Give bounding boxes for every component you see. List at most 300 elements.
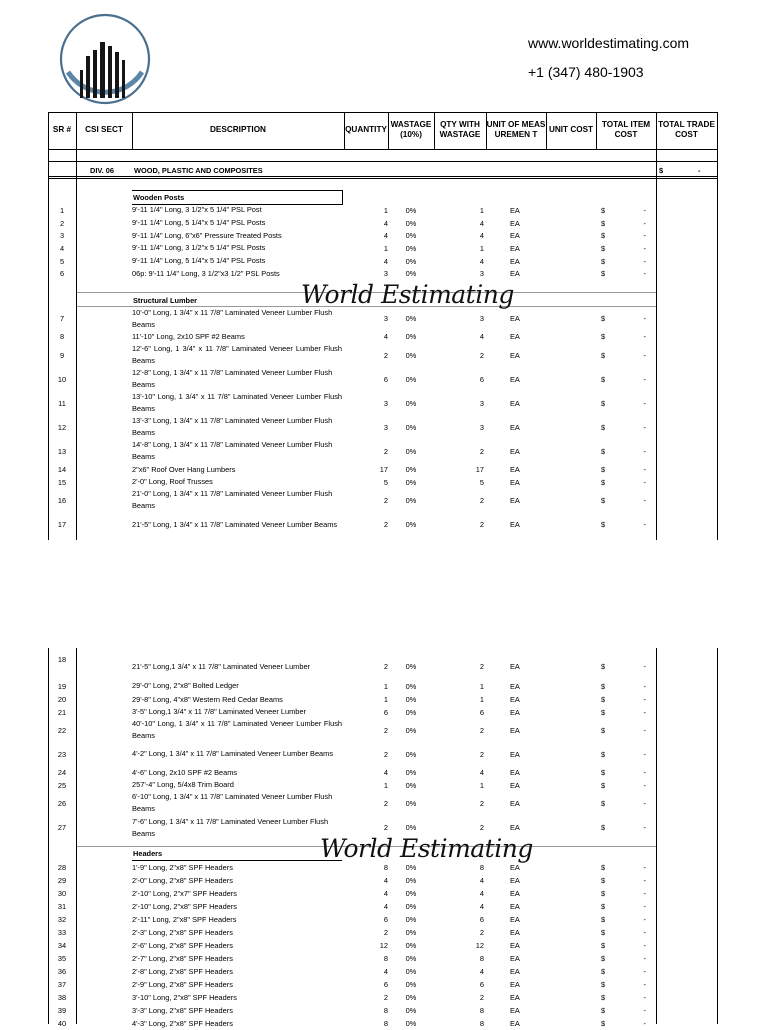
sr-cell: 1 (59, 205, 65, 215)
wastage-cell: 0% (405, 422, 417, 432)
grid-line (434, 112, 435, 149)
wastage-cell: 0% (405, 205, 417, 215)
quantity-cell: 4 (383, 876, 388, 885)
currency-cell: $ (601, 422, 606, 432)
unit-cell: EA (510, 941, 520, 950)
description-cell: 13'-3" Long, 1 3/4" x 11 7/8" Laminated Veneer Lumber Flush Beams (132, 416, 333, 437)
total-item-cost-cell: - (643, 928, 646, 937)
quantity-cell: 2 (383, 798, 388, 808)
quantity-cell: 6 (383, 707, 388, 717)
sr-cell: 32 (57, 915, 67, 924)
quantity-cell: 2 (383, 495, 388, 505)
description-cell: 14'-8" Long, 1 3/4" x 11 7/8" Laminated Veneer Lumber Flush Beams (132, 440, 333, 461)
table-row (48, 742, 717, 766)
total-item-cost-cell: - (643, 350, 646, 360)
table-row (48, 255, 717, 268)
quantity-cell: 6 (383, 980, 388, 989)
total-item-cost-cell: - (643, 446, 646, 456)
quantity-cell: 6 (383, 915, 388, 924)
wastage-cell: 0% (405, 695, 417, 704)
description-cell: 11'-10" Long, 2x10 SPF #2 Beams (132, 331, 245, 341)
wastage-cell: 0% (405, 928, 417, 937)
qty-with-wastage-cell: 1 (479, 205, 484, 215)
currency-cell: $ (601, 256, 606, 266)
table-row (48, 343, 717, 367)
qty-with-wastage-cell: 2 (479, 495, 484, 505)
wastage-cell: 0% (405, 243, 417, 253)
sr-cell: 24 (57, 768, 67, 777)
sr-cell: 7 (59, 314, 65, 323)
total-item-cost-cell: - (643, 422, 646, 432)
currency-cell: $ (601, 332, 606, 341)
currency-cell: $ (601, 314, 606, 323)
table-row (48, 900, 717, 913)
currency-cell: $ (601, 681, 606, 691)
total-item-cost-cell: - (643, 1006, 646, 1015)
description-cell: 9'-11 1/4" Long, 3 1/2"x 5 1/4" PSL Posts (132, 243, 266, 253)
qty-with-wastage-cell: 6 (479, 915, 484, 924)
sr-cell: 19 (57, 681, 67, 691)
table-row (48, 204, 717, 217)
quantity-cell: 1 (383, 695, 388, 704)
sr-cell: 33 (57, 928, 67, 937)
currency-cell: $ (601, 495, 606, 505)
description-cell: 1'-9" Long, 2"x8" SPF Headers (132, 862, 233, 872)
description-cell: 29'-8" Long, 4"x8" Western Red Cedar Beams (132, 694, 283, 704)
qty-with-wastage-cell: 8 (479, 1006, 484, 1015)
grid-line (717, 648, 718, 1024)
unit-cell: EA (510, 993, 520, 1002)
currency-cell: $ (601, 477, 606, 487)
wastage-cell: 0% (405, 768, 417, 777)
total-item-cost-cell: - (643, 780, 646, 790)
wastage-cell: 0% (405, 218, 417, 228)
wastage-cell: 0% (405, 993, 417, 1002)
grid-line (48, 149, 49, 540)
wastage-cell: 0% (405, 967, 417, 976)
currency-cell: $ (601, 707, 606, 717)
table-row (48, 330, 717, 343)
quantity-cell: 4 (383, 218, 388, 228)
col-header-qty-with-wastage: QTY WITH WASTAGE (439, 120, 481, 139)
currency-cell: $ (601, 941, 606, 950)
unit-cell: EA (510, 967, 520, 976)
wastage-cell: 0% (405, 954, 417, 963)
currency-cell: $ (601, 889, 606, 898)
description-cell: 4'-3" Long, 2"x8" SPF Headers (132, 1018, 233, 1028)
table-row (48, 766, 717, 779)
description-cell: 21'-0" Long, 1 3/4" x 11 7/8" Laminated Veneer Lumber Flush Beams (132, 489, 333, 510)
quantity-cell: 8 (383, 954, 388, 963)
qty-with-wastage-cell: 1 (479, 243, 484, 253)
wastage-cell: 0% (405, 823, 417, 832)
unit-cell: EA (510, 889, 520, 898)
wastage-cell: 0% (405, 725, 417, 735)
sr-cell: 15 (57, 477, 67, 487)
total-item-cost-cell: - (643, 314, 646, 323)
total-item-cost-cell: - (643, 269, 646, 279)
qty-with-wastage-cell: 2 (479, 749, 484, 759)
wastage-cell: 0% (405, 681, 417, 691)
quantity-cell: 4 (383, 768, 388, 777)
qty-with-wastage-cell: 4 (479, 889, 484, 898)
description-cell: 3'-3" Long, 2"x8" SPF Headers (132, 1005, 233, 1015)
quantity-cell: 2 (383, 823, 388, 832)
currency-cell: $ (601, 993, 606, 1002)
wastage-cell: 0% (405, 1006, 417, 1015)
total-item-cost-cell: - (643, 902, 646, 911)
description-cell: 13'-10" Long, 1 3/4" x 11 7/8" Laminated Veneer Lumber Flush Beams (132, 392, 342, 413)
quantity-cell: 12 (379, 941, 388, 950)
wastage-cell: 0% (405, 780, 417, 790)
currency-cell: $ (601, 231, 606, 241)
quantity-cell: 4 (383, 256, 388, 266)
qty-with-wastage-cell: 6 (479, 980, 484, 989)
currency-cell: $ (601, 876, 606, 885)
sr-cell: 29 (57, 876, 67, 885)
unit-cell: EA (510, 477, 520, 487)
grid-line (132, 112, 133, 149)
table-row (48, 718, 717, 742)
qty-with-wastage-cell: 5 (479, 477, 484, 487)
watermark: World Estimating (301, 280, 514, 309)
grid-line (486, 112, 487, 149)
description-cell: 2'-10" Long, 2"x7" SPF Headers (132, 888, 238, 898)
total-item-cost-cell: - (643, 707, 646, 717)
unit-cell: EA (510, 465, 520, 474)
table-row (48, 679, 717, 693)
sr-cell: 12 (57, 422, 67, 432)
grid-line (48, 648, 49, 1024)
currency-cell: $ (601, 243, 606, 253)
sr-cell: 18 (57, 655, 67, 664)
total-item-cost-cell: - (643, 915, 646, 924)
group-headers: Headers (133, 849, 163, 858)
currency-cell: $ (601, 967, 606, 976)
unit-cell: EA (510, 954, 520, 963)
quantity-cell: 17 (379, 465, 388, 474)
sr-cell: 35 (57, 954, 67, 963)
sr-cell: 9 (59, 350, 65, 360)
qty-with-wastage-cell: 12 (475, 941, 484, 950)
quantity-cell: 8 (383, 1006, 388, 1015)
table-row (48, 488, 717, 512)
phone-number: +1 (347) 480-1903 (528, 64, 644, 80)
currency-cell: $ (601, 928, 606, 937)
currency-cell: $ (601, 749, 606, 759)
qty-with-wastage-cell: 2 (479, 350, 484, 360)
unit-cell: EA (510, 231, 520, 241)
sr-cell: 5 (59, 256, 65, 266)
unit-cell: EA (510, 662, 520, 671)
unit-cell: EA (510, 205, 520, 215)
wastage-cell: 0% (405, 350, 417, 360)
table-row (48, 439, 717, 463)
unit-cell: EA (510, 243, 520, 253)
unit-cell: EA (510, 749, 520, 759)
qty-with-wastage-cell: 1 (479, 681, 484, 691)
currency-cell: $ (601, 218, 606, 228)
unit-cell: EA (510, 707, 520, 717)
sr-cell: 2 (59, 218, 65, 228)
currency-cell: $ (601, 520, 606, 529)
grid-line (656, 648, 657, 1024)
table-row (48, 1004, 717, 1017)
wastage-cell: 0% (405, 941, 417, 950)
sr-cell: 27 (57, 823, 67, 832)
table-row (48, 874, 717, 887)
grid-line (546, 112, 547, 149)
unit-cell: EA (510, 269, 520, 279)
wastage-cell: 0% (405, 798, 417, 808)
total-item-cost-cell: - (643, 889, 646, 898)
col-header-csi: CSI SECT (85, 125, 123, 134)
quantity-cell: 6 (383, 374, 388, 384)
qty-with-wastage-cell: 4 (479, 768, 484, 777)
wastage-cell: 0% (405, 707, 417, 717)
wastage-cell: 0% (405, 876, 417, 885)
qty-with-wastage-cell: 4 (479, 332, 484, 341)
division-total: - (698, 165, 701, 175)
description-cell: 21'-5" Long,1 3/4" x 11 7/8" Laminated Veneer Lumber (132, 661, 311, 671)
watermark-2: World Estimating (320, 834, 533, 863)
sr-cell: 28 (57, 863, 67, 872)
quantity-cell: 5 (383, 477, 388, 487)
sr-cell: 13 (57, 446, 67, 456)
total-item-cost-cell: - (643, 695, 646, 704)
total-item-cost-cell: - (643, 681, 646, 691)
description-cell: 6'-10" Long, 1 3/4" x 11 7/8" Laminated Veneer Lumber Flush Beams (132, 792, 333, 813)
wastage-cell: 0% (405, 662, 417, 671)
group-wooden-posts: Wooden Posts (132, 190, 343, 205)
qty-with-wastage-cell: 2 (479, 993, 484, 1002)
qty-with-wastage-cell: 8 (479, 863, 484, 872)
table-row (48, 654, 717, 679)
qty-with-wastage-cell: 4 (479, 902, 484, 911)
quantity-cell: 2 (383, 350, 388, 360)
unit-cell: EA (510, 495, 520, 505)
qty-with-wastage-cell: 8 (479, 954, 484, 963)
unit-cell: EA (510, 374, 520, 384)
currency-cell: $ (601, 725, 606, 735)
table-row (48, 217, 717, 230)
wastage-cell: 0% (405, 314, 417, 323)
currency-cell: $ (601, 662, 606, 671)
wastage-cell: 0% (405, 374, 417, 384)
quantity-cell: 2 (383, 662, 388, 671)
total-item-cost-cell: - (643, 980, 646, 989)
quantity-cell: 3 (383, 269, 388, 279)
sr-cell: 11 (58, 398, 66, 408)
quantity-cell: 1 (383, 681, 388, 691)
table-row (48, 706, 717, 718)
sr-cell: 6 (59, 269, 65, 279)
description-cell: 2'-0" Long, Roof Trusses (132, 477, 213, 486)
qty-with-wastage-cell: 2 (479, 662, 484, 671)
qty-with-wastage-cell: 3 (479, 269, 484, 279)
quantity-cell: 4 (383, 332, 388, 341)
table-row (48, 391, 717, 415)
currency-cell: $ (601, 695, 606, 704)
qty-with-wastage-cell: 4 (479, 231, 484, 241)
sr-cell: 23 (57, 749, 67, 759)
unit-cell: EA (510, 876, 520, 885)
qty-with-wastage-cell: 3 (479, 314, 484, 323)
qty-with-wastage-cell: 2 (479, 928, 484, 937)
currency-cell: $ (601, 954, 606, 963)
col-header-description: DESCRIPTION (210, 125, 266, 134)
wastage-cell: 0% (405, 889, 417, 898)
unit-cell: EA (510, 422, 520, 432)
currency-cell: $ (601, 398, 606, 408)
total-item-cost-cell: - (643, 256, 646, 266)
quantity-cell: 4 (383, 967, 388, 976)
currency-cell: $ (601, 980, 606, 989)
col-header-quantity: QUANTITY (345, 125, 387, 134)
wastage-cell: 0% (405, 520, 417, 529)
total-item-cost-cell: - (643, 332, 646, 341)
grid-line (596, 112, 597, 149)
currency-cell: $ (601, 902, 606, 911)
sr-cell: 25 (57, 780, 67, 790)
quantity-cell: 2 (383, 928, 388, 937)
quantity-cell: 3 (383, 398, 388, 408)
total-item-cost-cell: - (643, 231, 646, 241)
wastage-cell: 0% (405, 863, 417, 872)
description-cell: 2'-8" Long, 2"x8" SPF Headers (132, 966, 233, 976)
col-header-total-trade-cost: TOTAL TRADE COST (658, 120, 715, 139)
col-header-unit: UNIT OF MEASUREMEN T (486, 120, 546, 139)
grid-line (656, 149, 657, 540)
sr-cell: 40 (57, 1019, 67, 1028)
description-cell: 29'-0" Long, 2"x8" Bolted Ledger (132, 681, 239, 690)
unit-cell: EA (510, 768, 520, 777)
sr-cell: 34 (57, 941, 67, 950)
sr-cell: 38 (57, 993, 67, 1002)
sr-cell: 16 (57, 495, 67, 505)
description-cell: 4'-2" Long, 1 3/4" x 11 7/8" Laminated Veneer Lumber Beams (132, 749, 334, 758)
description-cell: 10'-0" Long, 1 3/4" x 11 7/8" Laminated Veneer Lumber Flush Beams (132, 307, 333, 329)
quantity-cell: 2 (383, 725, 388, 735)
description-cell: 06p: 9'-11 1/4" Long, 3 1/2"x3 1/2" PSL Posts (132, 268, 280, 278)
unit-cell: EA (510, 928, 520, 937)
total-item-cost-cell: - (643, 465, 646, 474)
total-item-cost-cell: - (643, 967, 646, 976)
quantity-cell: 4 (383, 231, 388, 241)
wastage-cell: 0% (405, 1019, 417, 1028)
col-header-total-item-cost: TOTAL ITEM COST (601, 120, 651, 139)
unit-cell: EA (510, 1006, 520, 1015)
sr-cell: 17 (57, 520, 67, 529)
grid-line (76, 112, 77, 149)
total-item-cost-cell: - (643, 876, 646, 885)
qty-with-wastage-cell: 1 (479, 695, 484, 704)
currency-cell: $ (601, 915, 606, 924)
division-row (48, 164, 717, 176)
currency-cell: $ (601, 823, 606, 832)
description-cell: 257'-4" Long, 5/4x8 Trim Board (132, 780, 234, 789)
currency-cell: $ (601, 1019, 606, 1028)
col-header-unit-cost: UNIT COST (548, 125, 594, 134)
wastage-cell: 0% (405, 269, 417, 279)
currency-cell: $ (601, 205, 606, 215)
wastage-cell: 0% (405, 332, 417, 341)
wastage-cell: 0% (405, 477, 417, 487)
description-cell: 2'-7" Long, 2"x8" SPF Headers (132, 953, 233, 963)
wastage-cell: 0% (405, 256, 417, 266)
unit-cell: EA (510, 520, 520, 529)
estimate-table-page-2 (48, 648, 717, 1028)
unit-cell: EA (510, 256, 520, 266)
table-row (48, 268, 717, 281)
total-item-cost-cell: - (643, 205, 646, 215)
description-cell: 2'-0" Long, 2"x8" SPF Headers (132, 875, 233, 885)
total-item-cost-cell: - (643, 798, 646, 808)
sr-cell: 30 (57, 889, 67, 898)
table-row (48, 952, 717, 965)
qty-with-wastage-cell: 3 (479, 398, 484, 408)
total-item-cost-cell: - (643, 218, 646, 228)
sr-cell: 36 (57, 967, 67, 976)
unit-cell: EA (510, 695, 520, 704)
website-link[interactable]: www.worldestimating.com (528, 35, 690, 51)
total-item-cost-cell: - (643, 749, 646, 759)
unit-cell: EA (510, 332, 520, 341)
sr-cell: 26 (57, 798, 67, 808)
description-cell: 9'-11 1/4" Long, 5 1/4"x 5 1/4" PSL Posts (132, 256, 266, 266)
qty-with-wastage-cell: 8 (479, 1019, 484, 1028)
table-row (48, 463, 717, 476)
currency-cell: $ (601, 863, 606, 872)
total-item-cost-cell: - (643, 398, 646, 408)
quantity-cell: 4 (383, 902, 388, 911)
qty-with-wastage-cell: 6 (479, 374, 484, 384)
qty-with-wastage-cell: 3 (479, 422, 484, 432)
qty-with-wastage-cell: 2 (479, 725, 484, 735)
unit-cell: EA (510, 725, 520, 735)
table-row (48, 476, 717, 488)
grid-line (656, 112, 657, 149)
table-row (48, 991, 717, 1004)
unit-cell: EA (510, 915, 520, 924)
quantity-cell: 2 (383, 520, 388, 529)
unit-cell: EA (510, 823, 520, 832)
description-cell: 12'-6" Long, 1 3/4" x 11 7/8" Laminated Veneer Lumber Flush Beams (132, 344, 342, 365)
division-currency: $ (659, 165, 664, 175)
description-cell: 2'-10" Long, 2"x8" SPF Headers (132, 901, 238, 911)
total-item-cost-cell: - (643, 993, 646, 1002)
grid-line (344, 112, 345, 149)
qty-with-wastage-cell: 1 (479, 780, 484, 790)
table-row (48, 978, 717, 991)
table-row (48, 965, 717, 978)
total-item-cost-cell: - (643, 243, 646, 253)
sr-cell: 21 (57, 707, 67, 717)
table-row (48, 307, 717, 330)
sr-cell: 14 (57, 465, 67, 474)
description-cell: 40'-10" Long, 1 3/4" x 11 7/8" Laminated Veneer Lumber Flush Beams (132, 719, 342, 740)
description-cell: 21'-5" Long, 1 3/4" x 11 7/8" Laminated Veneer Lumber Beams (132, 519, 338, 529)
description-cell: 7'-6" Long, 1 3/4" x 11 7/8" Laminated Veneer Lumber Flush Beams (132, 816, 329, 838)
currency-cell: $ (601, 269, 606, 279)
wastage-cell: 0% (405, 231, 417, 241)
table-row (48, 779, 717, 791)
table-row (48, 913, 717, 926)
total-item-cost-cell: - (643, 495, 646, 505)
grid-line (388, 112, 389, 149)
wastage-cell: 0% (405, 915, 417, 924)
unit-cell: EA (510, 980, 520, 989)
